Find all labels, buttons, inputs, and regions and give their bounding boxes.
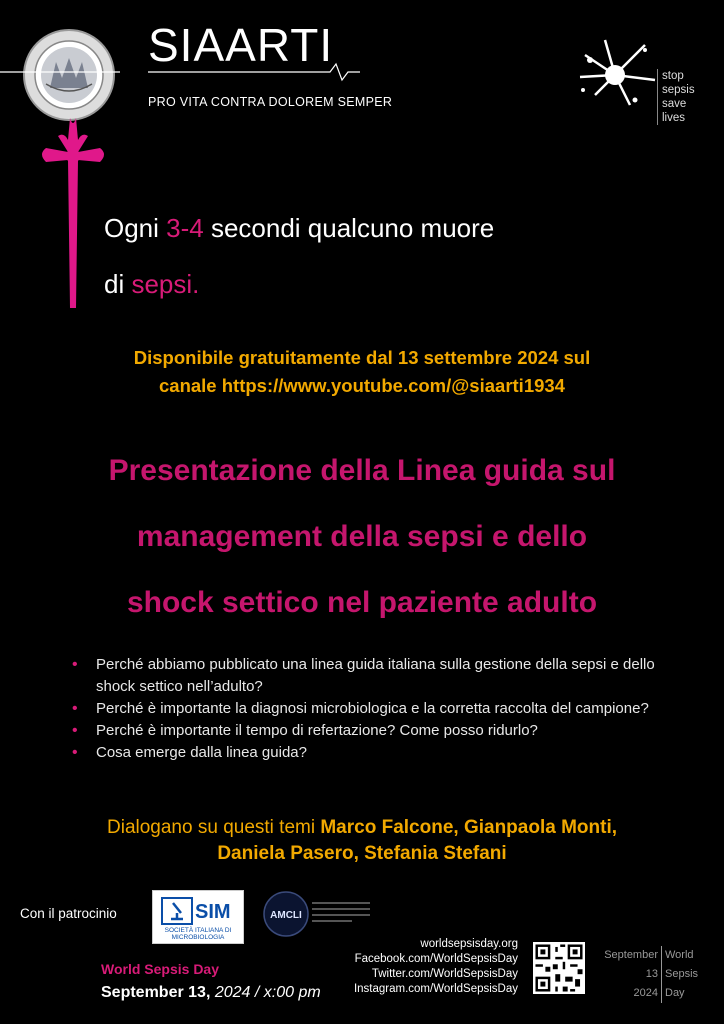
date-block-month: September [598,946,662,965]
speaker-names: Daniela Pasero, Stefania Stefani [217,843,507,864]
list-item-text: Perché è importante la diagnosi microbiologica e la corretta raccolta del campione? [96,700,649,717]
title-line-1: Presentazione della Linea guida sul [108,454,616,487]
date-block-word: World [665,949,694,961]
bullet-icon: • [72,744,78,761]
speakers-intro: Dialogano su questi temi [107,817,321,838]
event-date-day: September 13, [101,984,215,1001]
headline-text: di [104,269,132,299]
list-item-text: Perché è importante il tempo di refertazione? Come posso ridurlo? [96,722,538,739]
microscope-icon [161,897,193,925]
link-facebook[interactable]: Facebook.com/WorldSepsisDay [354,953,518,965]
list-item-text: Cosa emerge dalla linea guida? [96,744,307,761]
headline-highlight: 3-4 [166,213,204,243]
stop-sepsis-word: stop [662,70,684,82]
headline-line-1 [104,200,494,256]
presentation-title [20,438,704,636]
bullet-icon: • [72,700,78,717]
patronage-label: Con il patrocinio [20,906,117,921]
date-block-word: Day [665,987,685,999]
stop-sepsis-word: lives [662,112,686,124]
brand-tagline: PRO VITA CONTRA DOLOREM SEMPER [148,95,393,109]
headline-text: Ogni [104,213,167,243]
link-instagram[interactable]: Instagram.com/WorldSepsisDay [353,983,518,995]
amcli-logo-text: AMCLI [270,910,302,921]
date-block-row [598,984,698,1003]
world-sepsis-day-date-block [598,946,698,1003]
event-date [101,984,321,1002]
date-block-row [598,946,698,965]
availability-notice [40,344,684,400]
availability-line-2: canale https://www.youtube.com/@siaarti1934 [159,375,565,396]
headline-text: secondi qualcuno muore [203,213,495,243]
stop-sepsis-text [657,69,695,125]
sim-logo [152,890,244,944]
date-block-word: Sepsis [665,968,699,980]
date-block-year: 2024 [598,984,662,1003]
event-date-time: 2024 / x:00 pm [214,984,321,1001]
headline-line-2 [104,256,494,312]
speaker-names: Marco Falcone, Gianpaola Monti, [320,817,617,838]
event-name: World Sepsis Day [101,961,220,977]
list-item [72,654,672,698]
date-block-row [598,965,698,984]
amcli-logo [262,888,372,942]
list-item [72,720,672,742]
stop-sepsis-word: sepsis [662,84,695,96]
social-links [330,937,518,997]
list-item [72,742,672,764]
qr-code[interactable] [533,942,585,994]
topic-list [72,654,672,764]
bullet-icon: • [72,656,78,673]
availability-line-1: Disponibile gratuitamente dal 13 settembre 2024 sul [133,347,591,368]
link-website[interactable]: worldsepsisday.org [420,938,518,950]
link-twitter[interactable]: Twitter.com/WorldSepsisDay [371,968,518,980]
stop-sepsis-splash-logo [575,35,665,115]
list-item-text: Perché abbiamo pubblicato una linea guida italiana sulla gestione della sepsi e dello shock settico nell’adulto? [96,656,655,695]
bullet-icon: • [72,722,78,739]
headline-highlight: sepsi. [131,269,200,299]
sim-logo-subtitle: SOCIETÀ ITALIANA DI MICROBIOLOGIA [164,927,232,941]
date-block-day: 13 [598,965,662,984]
headline [104,200,494,312]
title-line-2: management della sepsi e dello [136,520,588,553]
speakers [40,815,684,867]
speakers-line-1 [40,815,684,841]
list-item [72,698,672,720]
title-line-3: shock settico nel paziente adulto [126,586,598,619]
pink-cross-icon [38,118,108,310]
sim-logo-text: SIM [195,901,231,923]
speakers-line-2 [40,841,684,867]
stop-sepsis-word: save [662,98,687,110]
brand-name: SIAARTI [148,19,334,71]
